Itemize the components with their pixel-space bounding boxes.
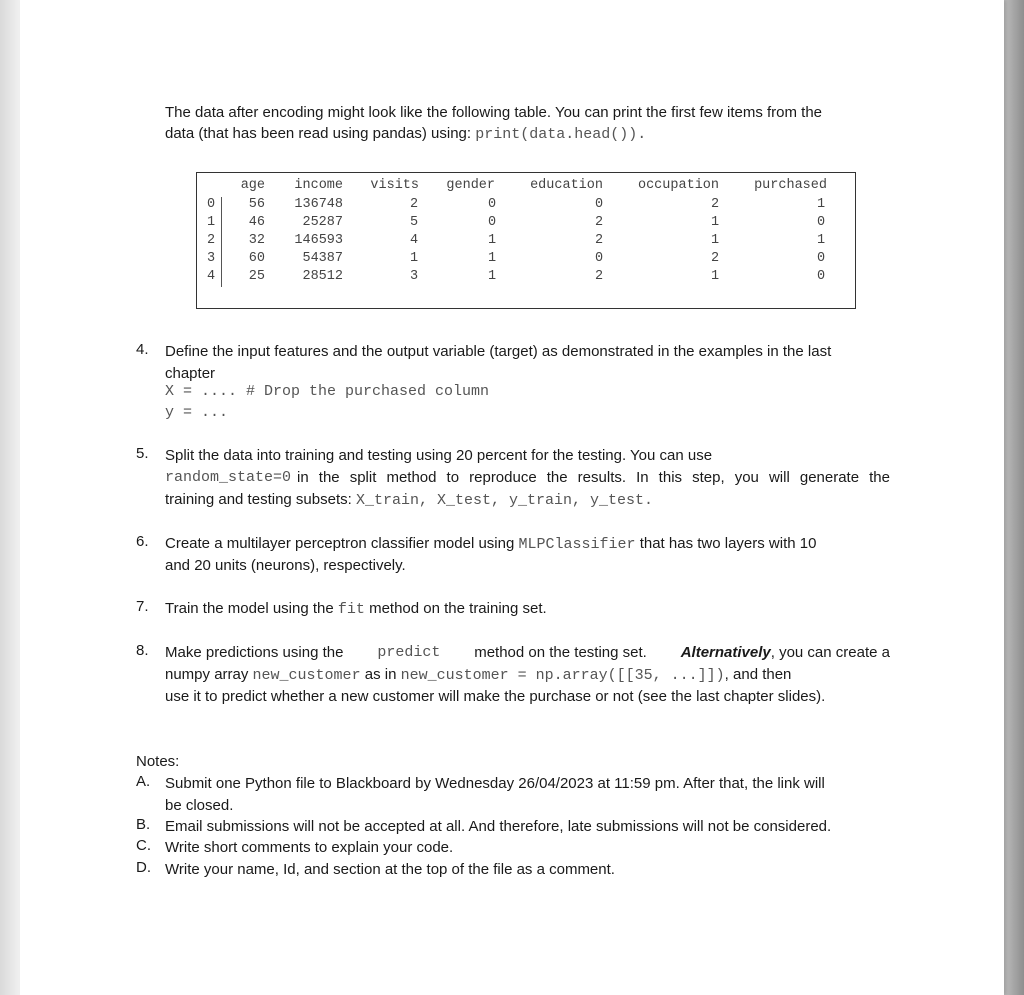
step-4-line-1: Define the input features and the output variable (target) as demonstrated in the examples in the last: [165, 343, 832, 360]
step-5-number: 5.: [136, 445, 149, 462]
table-cell: 136748: [294, 197, 343, 212]
table-cell: 2: [710, 197, 720, 212]
note-a-text: [165, 773, 890, 816]
intro-code: print(data.head()).: [475, 126, 647, 143]
step-7-post: method on the training set.: [369, 600, 547, 617]
step-8-l2-pre: numpy array: [165, 666, 249, 683]
step-6-post: that has two layers with 10: [639, 535, 817, 552]
note-b-letter: B.: [136, 816, 151, 833]
table-cell: 56: [248, 197, 265, 212]
step-5-line-2-text: in the split method to reproduce the results. In this step, you will generate the: [297, 469, 890, 486]
step-8-l2-mid: as in: [364, 666, 397, 683]
step-8-number: 8.: [136, 642, 149, 659]
note-a-line-1: Submit one Python file to Blackboard by Wednesday 26/04/2023 at 11:59 pm. After that, the link will: [165, 775, 825, 792]
table-cell: 28512: [302, 269, 343, 284]
viewer-left-edge: [0, 0, 20, 995]
table-cell: 0: [594, 251, 604, 266]
predict-code: predict: [377, 644, 441, 661]
new-customer-array-code: new_customer = np.array([[35, ...]]): [400, 667, 725, 684]
step-8-line-1: [165, 642, 890, 664]
viewer-right-edge: [1004, 0, 1024, 995]
step-5-line-1: Split the data into training and testing using 20 percent for the testing. You can use: [165, 447, 713, 464]
note-a-line-2: be closed.: [165, 796, 234, 814]
column-header-education: education: [530, 178, 603, 193]
note-c-text: Write short comments to explain your code.: [165, 839, 454, 856]
mlp-classifier-code: MLPClassifier: [518, 536, 636, 553]
intro-line-2: [165, 123, 646, 146]
note-c-letter: C.: [136, 837, 151, 854]
step-6-pre: Create a multilayer perceptron classifier model using: [165, 535, 515, 552]
note-b-text: Email submissions will not be accepted at all. And therefore, late submissions will not be considered.: [165, 818, 832, 835]
step-8-mid: method on the testing set.: [474, 644, 647, 661]
column-header-age: age: [240, 178, 265, 193]
step-4-number: 4.: [136, 341, 149, 358]
table-cell: 2: [710, 251, 720, 266]
subsets-code: X_train, X_test, y_train, y_test.: [355, 492, 654, 509]
table-cell: 1: [710, 215, 720, 230]
step-7-number: 7.: [136, 598, 149, 615]
table-cell: 1: [487, 269, 497, 284]
table-cell: 2: [409, 197, 419, 212]
step-4-code-x: X = .... # Drop the purchased column: [165, 383, 490, 400]
table-cell: 54387: [302, 251, 343, 266]
row-index: 4: [206, 269, 216, 284]
step-6-line-2: and 20 units (neurons), respectively.: [165, 557, 406, 574]
table-cell: 1: [816, 197, 826, 212]
note-d-text: Write your name, Id, and section at the top of the file as a comment.: [165, 861, 615, 878]
row-index: 3: [206, 251, 216, 266]
table-cell: 32: [248, 233, 265, 248]
step-8-line-2: [165, 664, 890, 687]
table-cell: 3: [409, 269, 419, 284]
note-a-letter: A.: [136, 773, 151, 790]
step-8-pre: Make predictions using the: [165, 644, 344, 661]
step-7-line: [165, 598, 890, 621]
intro-text: data (that has been read using pandas) using:: [165, 125, 472, 142]
dataframe-output-box: [196, 172, 856, 309]
random-state-code: random_state=0: [165, 469, 292, 486]
table-cell: 60: [248, 251, 265, 266]
table-cell: 46: [248, 215, 265, 230]
row-index: 1: [206, 215, 216, 230]
table-cell: 1: [487, 251, 497, 266]
step-5-line-2: [165, 467, 890, 489]
table-cell: 0: [487, 215, 497, 230]
table-cell: 1: [710, 233, 720, 248]
table-cell: 25: [248, 269, 265, 284]
step-8-line-3: use it to predict whether a new customer will make the purchase or not (see the last chapter slides).: [165, 688, 826, 705]
table-cell: 25287: [302, 215, 343, 230]
table-cell: 1: [816, 233, 826, 248]
table-cell: 1: [409, 251, 419, 266]
table-cell: 146593: [294, 233, 343, 248]
table-cell: 2: [594, 215, 604, 230]
step-7-pre: Train the model using the: [165, 600, 334, 617]
step-8-l2-post: , and then: [724, 666, 792, 683]
step-4-text: [165, 341, 890, 384]
column-header-gender: gender: [446, 178, 495, 193]
table-cell: 2: [594, 233, 604, 248]
column-header-income: income: [294, 178, 343, 193]
notes-heading: Notes:: [136, 753, 180, 770]
table-cell: 0: [816, 269, 826, 284]
table-cell: 0: [594, 197, 604, 212]
step-4-code-y: y = ...: [165, 404, 229, 421]
step-8-post: , you can create a: [770, 644, 890, 661]
step-5-line-3: [165, 489, 890, 512]
table-cell: 5: [409, 215, 419, 230]
index-separator: [221, 197, 222, 287]
step-6-line-1: [165, 533, 890, 556]
alternatively-bold: Alternatively: [680, 644, 771, 661]
column-header-purchased: purchased: [754, 178, 827, 193]
table-cell: 0: [816, 215, 826, 230]
row-index: 0: [206, 197, 216, 212]
column-header-visits: visits: [370, 178, 419, 193]
intro-line-1: The data after encoding might look like the following table. You can print the first few items from the: [165, 104, 823, 121]
step-6-number: 6.: [136, 533, 149, 550]
note-d-letter: D.: [136, 859, 151, 876]
new-customer-code: new_customer: [252, 667, 361, 684]
table-cell: 0: [487, 197, 497, 212]
fit-code: fit: [337, 601, 365, 618]
column-header-occupation: occupation: [637, 178, 719, 193]
table-cell: 2: [594, 269, 604, 284]
table-cell: 0: [816, 251, 826, 266]
step-4-line-2: chapter: [165, 364, 216, 382]
table-cell: 4: [409, 233, 419, 248]
table-cell: 1: [487, 233, 497, 248]
row-index: 2: [206, 233, 216, 248]
step-5-line-3-text: training and testing subsets:: [165, 491, 352, 508]
table-cell: 1: [710, 269, 720, 284]
